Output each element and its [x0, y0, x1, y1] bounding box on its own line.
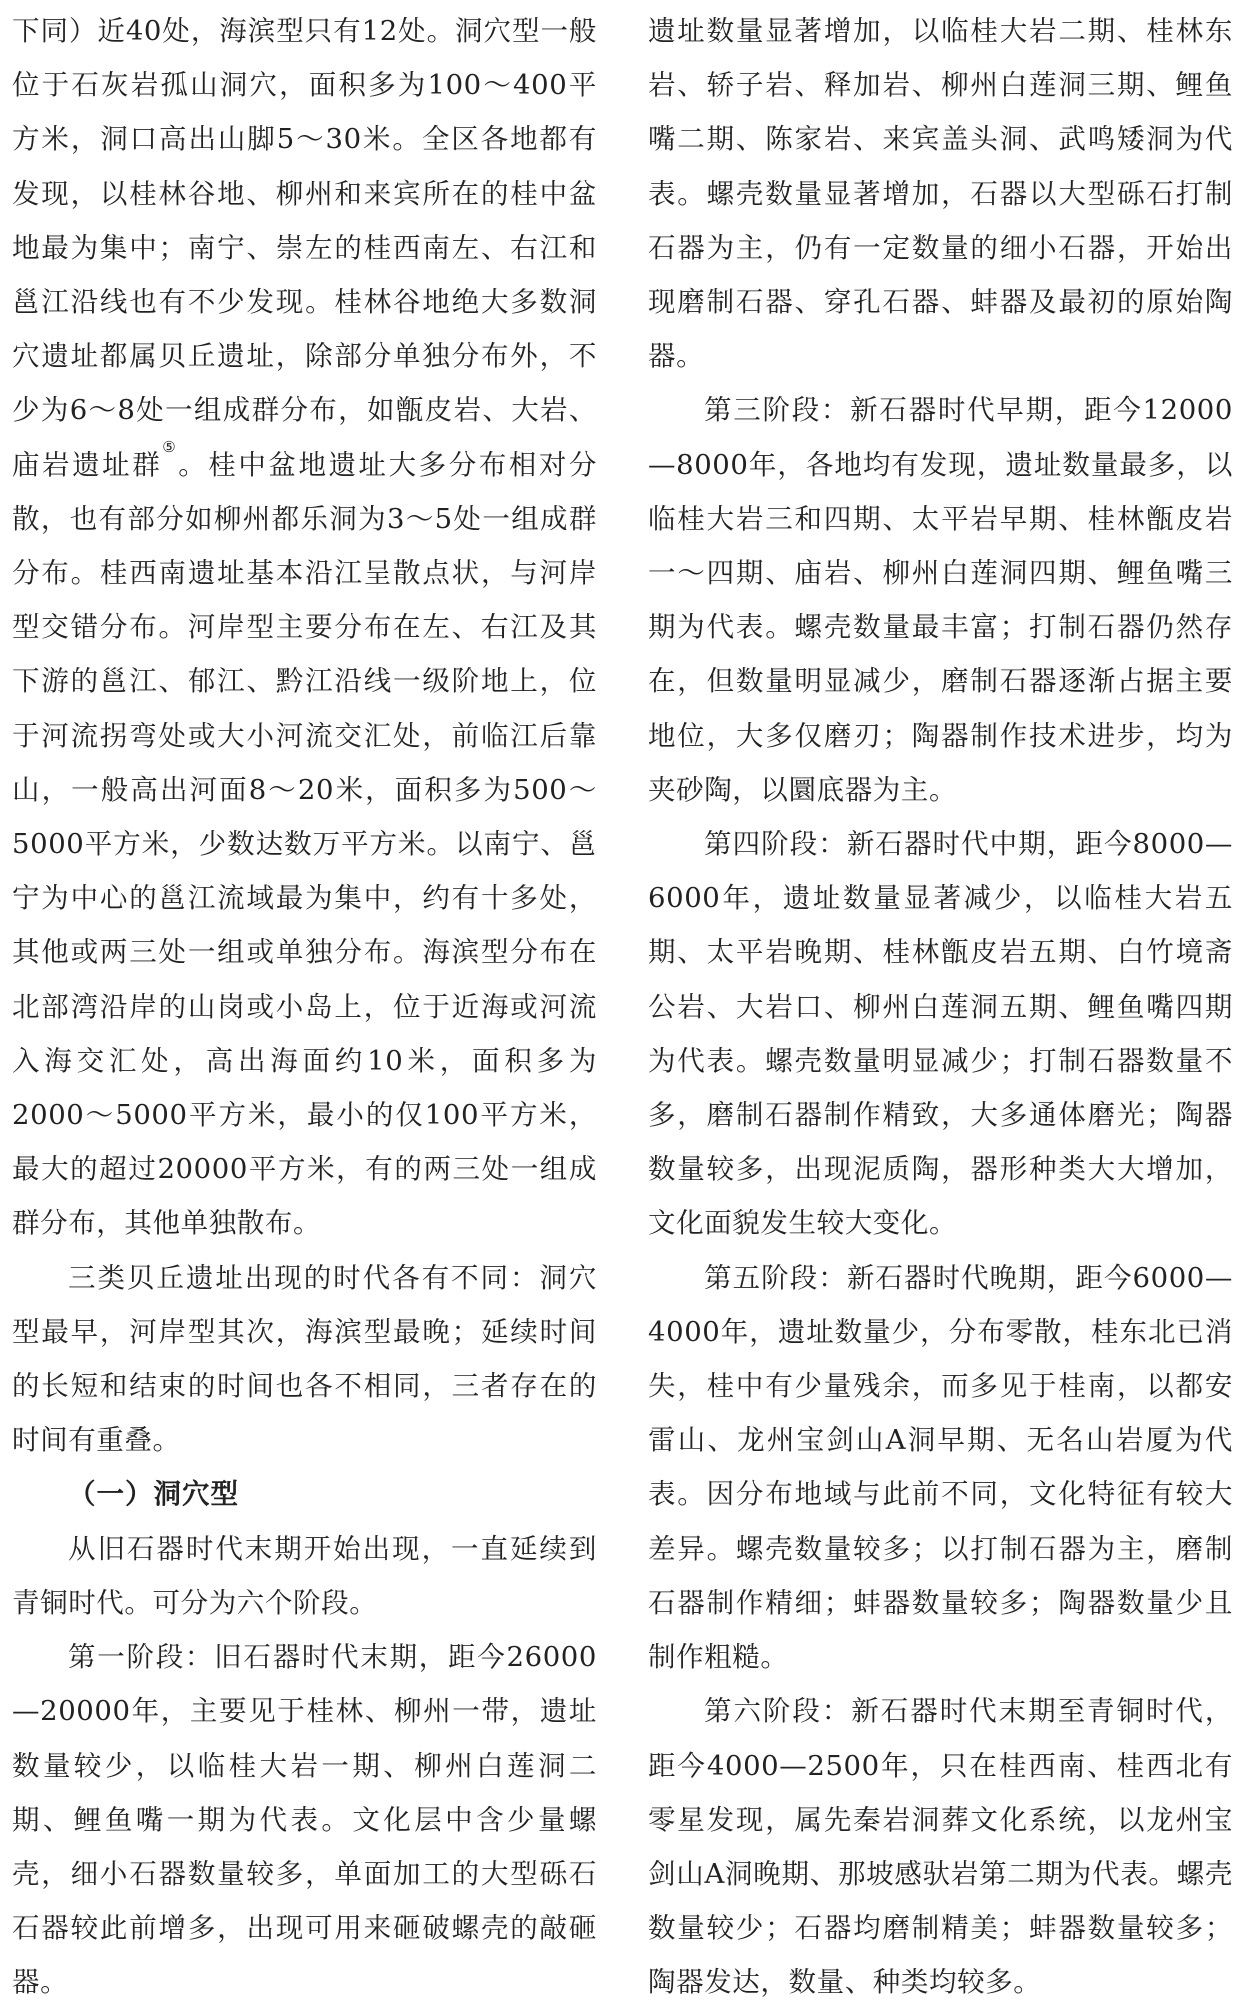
paragraph-text: 下同）近40处，海滨型只有12处。洞穴型一般位于石灰岩孤山洞穴，面积多为100～400平方米，洞口高出山脚5～30米。全区各地都有发现，以桂林谷地、柳州和来宾所在的桂中盆地最为集中；南宁、崇左的桂西南左、右江和邕江沿线也有不少发现。桂林谷地绝大多数洞穴遗址都属贝丘遗址，除部分单独分布外，不少为6～8处一组成群分布，如甑皮岩、大岩、庙岩遗址群	[12, 15, 597, 481]
paragraph-stage-five: 第五阶段：新石器时代晚期，距今6000—4000年，遗址数量少，分布零散，桂东北已消失，桂中有少量残余，而多见于桂南，以都安雷山、龙州宝剑山A洞早期、无名山岩厦为代表。因分布地域与此前不同，文化特征有较大差异。螺壳数量较多；以打制石器为主，磨制石器制作精细；蚌器数量较多；陶器数量少且制作粗糙。	[648, 1261, 1233, 1674]
left-column	[12, 4, 597, 2010]
section-heading-cave-type: （一）洞穴型	[68, 1478, 239, 1511]
paragraph-text: 。桂中盆地遗址大多分布相对分散，也有部分如柳州都乐洞为3～5处一组成群分布。桂西南遗址基本沿江呈散点状，与河岸型交错分布。河岸型主要分布在左、右江及其下游的邕江、郁江、黔江沿线一级阶地上，位于河流拐弯处或大小河流交汇处，前临江后靠山，一般高出河面8～20米，面积多为500～5000平方米，少数达数万平方米。以南宁、邕宁为中心的邕江流域最为集中，约有十多处，其他或两三处一组或单独分布。海滨型分布在北部湾沿岸的山岗或小岛上，位于近海或河流入海交汇处，高出海面约10米，面积多为2000～5000平方米，最小的仅100平方米，最大的超过20000平方米，有的两三处一组成群分布，其他单独散布。	[12, 448, 597, 1240]
paragraph-stage-four: 第四阶段：新石器时代中期，距今8000—6000年，遗址数量显著减少，以临桂大岩五期、太平岩晚期、桂林甑皮岩五期、白竹境斋公岩、大岩口、柳州白莲洞五期、鲤鱼嘴四期为代表。螺壳数量明显减少；打制石器数量不多，磨制石器制作精致，大多通体磨光；陶器数量较多，出现泥质陶，器形种类大大增加，文化面貌发生较大变化。	[648, 828, 1233, 1240]
right-column	[648, 4, 1233, 2010]
paragraph-site-chronology: 三类贝丘遗址出现的时代各有不同：洞穴型最早，河岸型其次，海滨型最晚；延续时间的长短和结束的时间也各不相同，三者存在的时间有重叠。	[12, 1261, 597, 1457]
paragraph-cave-intro: 从旧石器时代末期开始出现，一直延续到青铜时代。可分为六个阶段。	[12, 1532, 597, 1619]
paragraph-stage-three: 第三阶段：新石器时代早期，距今12000—8000年，各地均有发现，遗址数量最多，以临桂大岩三和四期、太平岩早期、桂林甑皮岩一～四期、庙岩、柳州白莲洞四期、鲤鱼嘴三期为代表。螺壳数量最丰富；打制石器仍然存在，但数量明显减少，磨制石器逐渐占据主要地位，大多仅磨刃；陶器制作技术进步，均为夹砂陶，以圜底器为主。	[648, 394, 1233, 806]
paragraph-stage-six: 第六阶段：新石器时代末期至青铜时代，距今4000—2500年，只在桂西南、桂西北有零星发现，属先秦岩洞葬文化系统，以龙州宝剑山A洞晚期、那坡感驮岩第二期为代表。螺壳数量较少；石器均磨制精美；蚌器数量较多；陶器发达，数量、种类均较多。	[648, 1695, 1233, 1999]
paragraph-site-distribution	[12, 4, 597, 1251]
paragraph-stage-two-continued: 遗址数量显著增加，以临桂大岩二期、桂林东岩、轿子岩、释加岩、柳州白莲洞三期、鲤鱼嘴二期、陈家岩、来宾盖头洞、武鸣矮洞为代表。螺壳数量显著增加，石器以大型砾石打制石器为主，仍有一定数量的细小石器，开始出现磨制石器、穿孔石器、蚌器及最初的原始陶器。	[648, 15, 1233, 373]
footnote-marker[interactable]: ⑤	[162, 437, 179, 456]
paragraph-stage-one: 第一阶段：旧石器时代末期，距今26000—20000年，主要见于桂林、柳州一带，遗址数量较少，以临桂大岩一期、柳州白莲洞二期、鲤鱼嘴一期为代表。文化层中含少量螺壳，细小石器数量较多，单面加工的大型砾石石器较此前增多，出现可用来砸破螺壳的敲砸器。	[12, 1641, 597, 1999]
